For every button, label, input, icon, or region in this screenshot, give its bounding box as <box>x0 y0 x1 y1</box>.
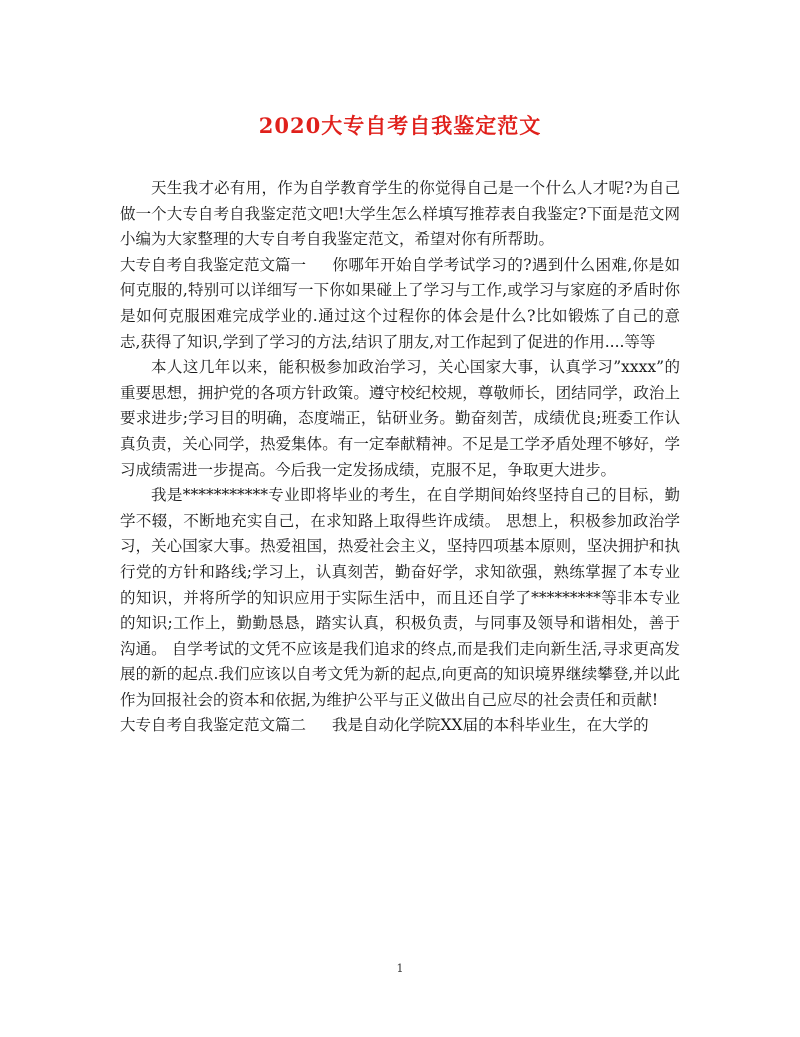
page-number: 1 <box>396 962 404 975</box>
intro-paragraph: 天生我才必有用，作为自学教育学生的你觉得自己是一个什么人才呢?为自己做一个大专自考自我鉴定范文吧!大学生怎么样填写推荐表自我鉴定?下面是范文网小编为大家整理的大专自考自我鉴定范文，希望对你有所帮助。 <box>120 179 680 249</box>
document-title: 2020大专自考自我鉴定范文 <box>258 113 542 138</box>
section-one-heading: 大专自考自我鉴定范文篇一 <box>120 255 307 274</box>
section-two <box>120 713 680 739</box>
section-two-text: 我是自动化学院XX届的本科毕业生，在大学的 <box>332 716 649 735</box>
paragraph-graduate-self-assessment: 我是***********专业即将毕业的考生，在自学期间始终坚持自己的目标，勤学不辍，不断地充实自己，在求知路上取得些许成绩。 思想上，积极参加政治学习，关心国家大事。热爱祖国，热爱社会主义，坚持四项基本原则，坚决拥护和执行党的方针和路线;学习上，认真刻苦，勤奋好学，求知欲强，熟练掌握了本专业的知识，并将所学的知识应用于实际生活中，而且还自学了*********等非本专业的知识;工作上，勤勤恳恳，踏实认真，积极负责，与同事及领导和谐相处，善于沟通。 自学考试的文凭不应该是我们追求的终点,而是我们走向新生活,寻求更高发展的新的起点.我们应该以自考文凭为新的起点,向更高的知识境界继续攀登,并以此作为回报社会的资本和依据,为维护公平与正义做出自己应尽的社会责任和贡献! <box>120 486 680 709</box>
paragraph-political-study: 本人这几年以来，能积极参加政治学习，关心国家大事，认真学习”xxxx”的重要思想，拥护党的各项方针政策。遵守校纪校规，尊敬师长，团结同学，政治上要求进步;学习目的明确，态度端正，钻研业务。勤奋刻苦，成绩优良;班委工作认真负责，关心同学，热爱集体。有一定奉献精神。不足是工学矛盾处理不够好，学习成绩需进一步提高。今后我一定发扬成绩，克服不足，争取更大进步。 <box>120 358 680 479</box>
section-one <box>120 253 680 355</box>
section-one-text: 你哪年开始自学考试学习的?遇到什么困难,你是如何克服的,特别可以详细写一下你如果碰上了学习与工作,或学习与家庭的矛盾时你是如何克服困难完成学业的.通过这个过程你的体会是什么?比如锻炼了自己的意志,获得了知识,学到了学习的方法,结识了朋友,对工作起到了促进的作用....等等 <box>120 255 680 351</box>
document-body <box>120 176 680 739</box>
section-two-heading: 大专自考自我鉴定范文篇二 <box>120 716 307 735</box>
